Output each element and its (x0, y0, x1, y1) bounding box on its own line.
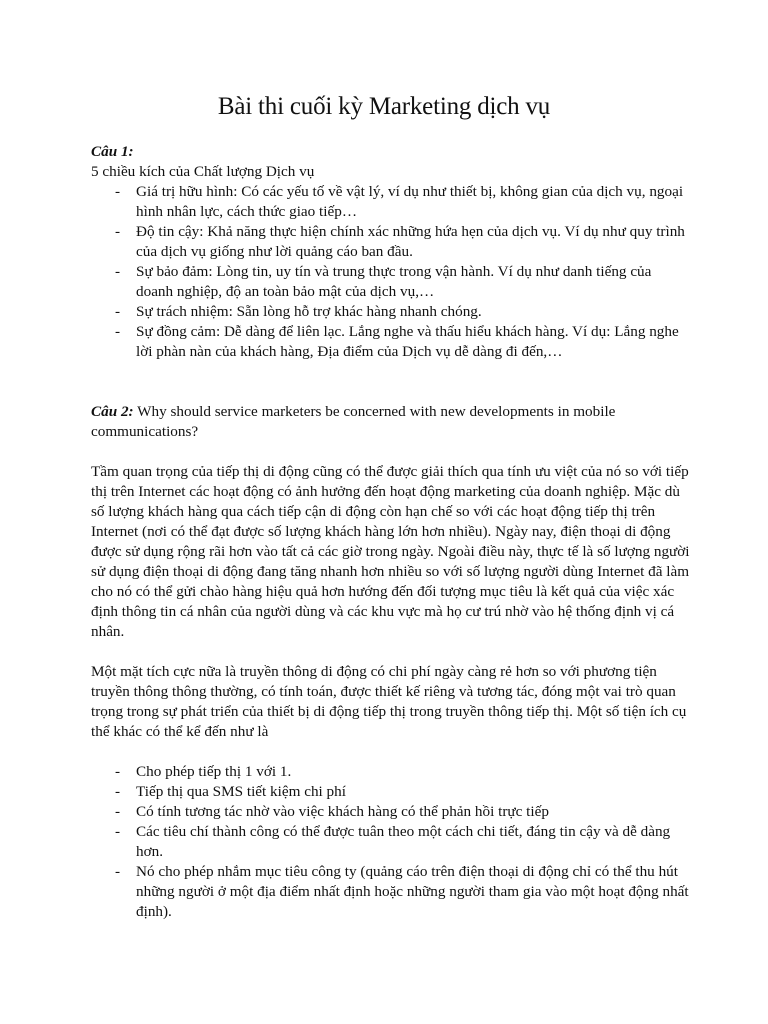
list-item (91, 182, 691, 222)
bullet-dash: - (115, 183, 121, 200)
bullet-dash: - (115, 263, 121, 280)
bullet-dash: - (115, 303, 121, 320)
bullet-dash: - (115, 823, 121, 840)
list-item (91, 302, 691, 322)
question-1-list (91, 182, 691, 362)
paragraph-spacer (91, 742, 691, 762)
list-item-text: Giá trị hữu hình: Có các yếu tố về vật lý, ví dụ như thiết bị, không gian của dịch vụ, ngoại hình nhân lực, cách thức giao tiếp… (136, 183, 684, 220)
bullet-dash: - (115, 223, 121, 240)
paragraph-spacer (91, 642, 691, 662)
paragraph-benefits: Một mặt tích cực nữa là truyền thông di động có chi phí ngày càng rẻ hơn so với phương tiện truyền thông thông thường, có tính toán, được thiết kế riêng và tương tác, đóng một vai trò quan trọng trong sự phát triển của thiết bị di động tiếp thị trong truyền thông tiếp thị. Một số tiện ích cụ thể khác có thể kể đến như là (91, 663, 687, 740)
list-item-text: Có tính tương tác nhờ vào việc khách hàng có thể phản hồi trực tiếp (136, 803, 549, 820)
question-2-list (91, 762, 691, 922)
section-spacer (91, 362, 691, 402)
document-body (91, 142, 691, 922)
document-title: Bài thi cuối kỳ Marketing dịch vụ (217, 93, 551, 120)
question-2-header (91, 402, 691, 442)
question-2-label: Câu 2: (91, 403, 134, 420)
list-item-text: Nó cho phép nhắm mục tiêu công ty (quảng cáo trên điện thoại di động chỉ có thể thu hút những người ở một địa điểm nhất định hoặc những người tham gia vào một hoạt động nhất định). (136, 863, 689, 920)
list-item-text: Sự đồng cảm: Dễ dàng để liên lạc. Lắng nghe và thấu hiểu khách hàng. Ví dụ: Lắng nghe lời phàn nàn của khách hàng, Địa điểm của Dịch vụ dễ dàng đi đến,… (136, 323, 679, 360)
paragraph-importance: Tầm quan trọng của tiếp thị di động cũng có thể được giải thích qua tính ưu việt của nó so với tiếp thị trên Internet các hoạt động có ảnh hưởng đến hoạt động marketing của doanh nghiệp. Mặc dù số lượng khách hàng qua cách tiếp cận di động còn hạn chế so với các hoạt động tiếp thị trên Internet (nơi có thể đạt được số lượng khách hàng lớn hơn nhiều). Ngày nay, điện thoại di động được sử dụng rộng rãi hơn vào tất cả các giờ trong ngày. Ngoài điều này, thực tế là số lượng người sử dụng điện thoại di động đang tăng nhanh hơn nhiều so với số lượng người dùng Internet đã làm cho nó có thể gửi chào hàng hiệu quả hơn hướng đến đối tượng mục tiêu là kết quả của việc xác định thông tin cá nhân của người dùng và các khu vực mà họ cư trú nhờ vào hệ thống định vị cá nhân. (91, 463, 690, 640)
list-item (91, 822, 691, 862)
bullet-dash: - (115, 803, 121, 820)
question-1-section (91, 142, 691, 362)
question-2-section (91, 402, 691, 922)
list-item (91, 222, 691, 262)
question-1-label: Câu 1: (91, 143, 134, 160)
list-item (91, 802, 691, 822)
bullet-dash: - (115, 323, 121, 340)
bullet-dash: - (115, 783, 121, 800)
list-item (91, 262, 691, 302)
bullet-dash: - (115, 763, 121, 780)
list-item-text: Sự trách nhiệm: Sẵn lòng hỗ trợ khác hàng nhanh chóng. (136, 303, 482, 320)
list-item-text: Sự bảo đảm: Lòng tin, uy tín và trung thực trong vận hành. Ví dụ như danh tiếng của doanh nghiệp, độ an toàn bảo mật của dịch vụ,… (136, 263, 652, 300)
list-item-text: Cho phép tiếp thị 1 với 1. (136, 763, 292, 780)
list-item (91, 782, 691, 802)
bullet-dash: - (115, 863, 121, 880)
list-item (91, 862, 691, 922)
list-item-text: Các tiêu chí thành công có thể được tuân theo một cách chi tiết, đáng tin cậy và dễ dàng hơn. (136, 823, 671, 860)
list-item (91, 322, 691, 362)
list-item (91, 762, 691, 782)
list-item-text: Độ tin cậy: Khả năng thực hiện chính xác những hứa hẹn của dịch vụ. Ví dụ như quy trình của dịch vụ giống như lời quảng cáo ban đầu. (136, 223, 685, 260)
paragraph-spacer (91, 442, 691, 462)
question-1-intro: 5 chiều kích của Chất lượng Dịch vụ (91, 163, 315, 180)
question-2-text: Why should service marketers be concerned with new developments in mobile communications? (91, 403, 616, 440)
list-item-text: Tiếp thị qua SMS tiết kiệm chi phí (136, 783, 346, 800)
